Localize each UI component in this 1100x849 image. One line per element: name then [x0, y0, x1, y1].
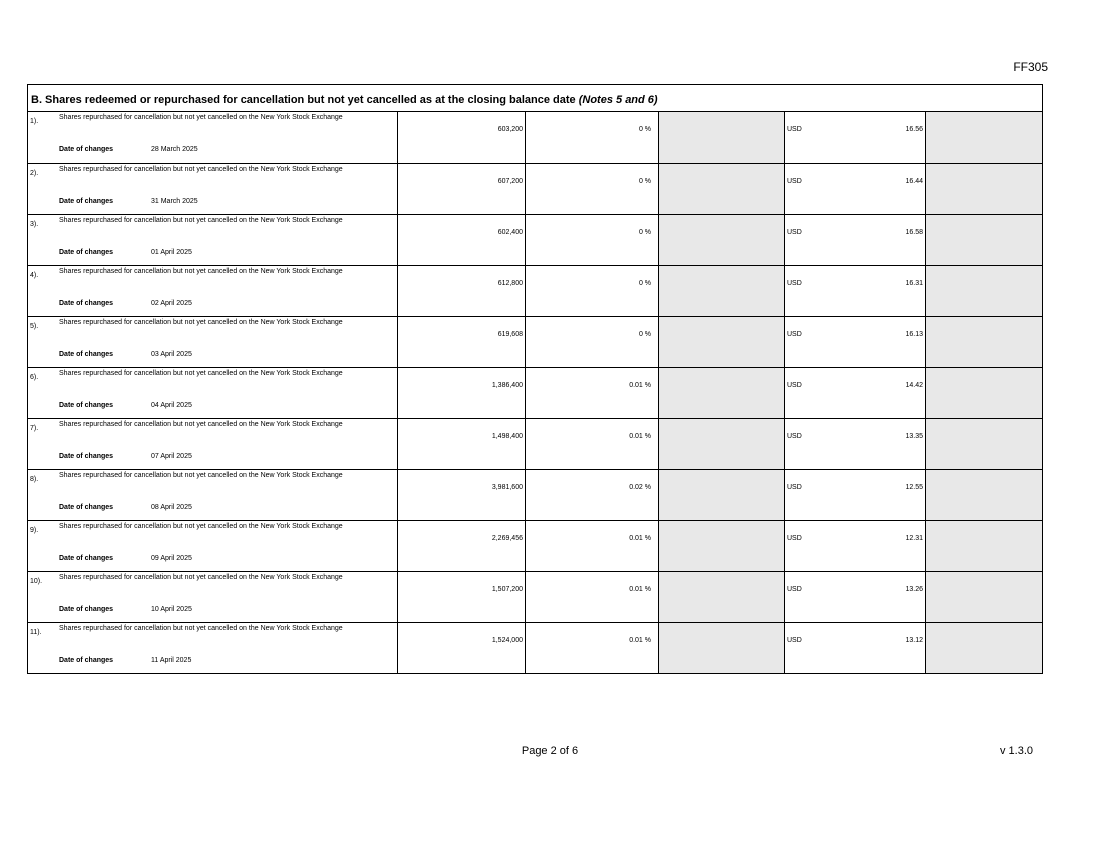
date-of-changes [59, 606, 192, 613]
section-heading-text: B. Shares redeemed or repurchased for cancellation but not yet cancelled as at the closing balance date [31, 94, 576, 106]
shaded-cell [659, 112, 785, 163]
row-description: Shares repurchased for cancellation but not yet cancelled on the New York Stock Exchange [59, 573, 343, 581]
repurchase-table [27, 112, 1043, 674]
form-code: FF305 [1013, 60, 1048, 74]
price-cell [785, 112, 926, 163]
date-of-changes-value: 09 April 2025 [151, 554, 192, 562]
table-row [28, 622, 1043, 673]
price-value: 16.44 [905, 177, 923, 185]
price-cell [785, 367, 926, 418]
shaded-cell-end [926, 520, 1043, 571]
description-cell [28, 163, 398, 214]
shares-cell: 3,981,600 [398, 469, 526, 520]
shaded-cell-end [926, 571, 1043, 622]
price-value: 13.35 [905, 432, 923, 440]
price-cell [785, 316, 926, 367]
shaded-cell-end [926, 469, 1043, 520]
currency: USD [787, 330, 802, 338]
shares-cell: 603,200 [398, 112, 526, 163]
date-of-changes-label: Date of changes [59, 197, 114, 205]
price-cell [785, 265, 926, 316]
table-row [28, 163, 1043, 214]
date-of-changes-value: 04 April 2025 [151, 401, 192, 409]
date-of-changes [59, 300, 192, 307]
date-of-changes-value: 08 April 2025 [151, 503, 192, 511]
shaded-cell-end [926, 418, 1043, 469]
price-value: 14.42 [905, 381, 923, 389]
description-cell [28, 316, 398, 367]
row-number: 9). [30, 526, 39, 534]
table-row [28, 418, 1043, 469]
shares-cell: 1,524,000 [398, 622, 526, 673]
date-of-changes-label: Date of changes [59, 401, 114, 409]
price-cell [785, 571, 926, 622]
version-label: v 1.3.0 [999, 745, 1033, 757]
shaded-cell-end [926, 316, 1043, 367]
description-cell [28, 418, 398, 469]
price-value: 16.13 [905, 330, 923, 338]
row-description: Shares repurchased for cancellation but not yet cancelled on the New York Stock Exchange [59, 114, 343, 121]
table-row [28, 265, 1043, 316]
table-row [28, 316, 1043, 367]
date-of-changes-value: 11 April 2025 [151, 656, 192, 664]
price-value: 12.55 [905, 483, 923, 491]
row-number: 11). [30, 628, 42, 636]
description-cell [28, 622, 398, 673]
date-of-changes-label: Date of changes [59, 248, 114, 256]
shares-cell: 1,386,400 [398, 367, 526, 418]
shaded-cell-end [926, 265, 1043, 316]
row-number: 6). [30, 373, 39, 381]
shaded-cell [659, 571, 785, 622]
shaded-cell [659, 316, 785, 367]
description-cell [28, 520, 398, 571]
shaded-cell [659, 163, 785, 214]
shaded-cell [659, 367, 785, 418]
date-of-changes-value: 10 April 2025 [151, 605, 192, 613]
percent-cell: 0 % [526, 163, 659, 214]
date-of-changes [59, 198, 198, 205]
row-number: 8). [30, 475, 39, 483]
date-of-changes [59, 402, 192, 409]
date-of-changes [59, 555, 192, 562]
shaded-cell [659, 418, 785, 469]
percent-cell: 0 % [526, 112, 659, 163]
table-row [28, 520, 1043, 571]
page-number: Page 2 of 6 [521, 745, 579, 757]
price-cell [785, 163, 926, 214]
description-cell [28, 469, 398, 520]
repurchase-table-body [28, 112, 1043, 673]
table-row [28, 112, 1043, 163]
shares-cell: 1,507,200 [398, 571, 526, 622]
currency: USD [787, 483, 802, 491]
price-value: 12.31 [905, 534, 923, 542]
row-number: 3). [30, 220, 39, 228]
currency: USD [787, 279, 802, 287]
date-of-changes-value: 31 March 2025 [151, 197, 198, 205]
percent-cell: 0.01 % [526, 367, 659, 418]
row-number: 7). [30, 424, 39, 432]
description-cell [28, 214, 398, 265]
currency: USD [787, 228, 802, 236]
row-description: Shares repurchased for cancellation but not yet cancelled on the New York Stock Exchange [59, 624, 343, 632]
currency: USD [787, 126, 802, 133]
date-of-changes-label: Date of changes [59, 452, 114, 460]
percent-cell: 0.01 % [526, 622, 659, 673]
row-number: 5). [30, 322, 39, 330]
description-cell [28, 571, 398, 622]
date-of-changes [59, 504, 192, 511]
price-cell [785, 622, 926, 673]
date-of-changes-value: 01 April 2025 [151, 248, 192, 256]
section-heading [27, 84, 1043, 112]
table-row [28, 571, 1043, 622]
percent-cell: 0 % [526, 316, 659, 367]
percent-cell: 0.02 % [526, 469, 659, 520]
shaded-cell-end [926, 163, 1043, 214]
row-description: Shares repurchased for cancellation but not yet cancelled on the New York Stock Exchange [59, 369, 343, 377]
currency: USD [787, 381, 802, 389]
section-heading-notes: (Notes 5 and 6) [578, 94, 658, 106]
percent-cell: 0.01 % [526, 571, 659, 622]
description-cell [28, 265, 398, 316]
percent-cell: 0 % [526, 214, 659, 265]
shaded-cell-end [926, 112, 1043, 163]
date-of-changes-label: Date of changes [59, 350, 114, 358]
shares-cell: 1,498,400 [398, 418, 526, 469]
date-of-changes-label: Date of changes [59, 656, 114, 664]
currency: USD [787, 432, 802, 440]
row-description: Shares repurchased for cancellation but not yet cancelled on the New York Stock Exchange [59, 267, 343, 275]
description-cell [28, 367, 398, 418]
price-cell [785, 520, 926, 571]
date-of-changes-label: Date of changes [59, 554, 114, 562]
date-of-changes-value: 03 April 2025 [151, 350, 192, 358]
row-description: Shares repurchased for cancellation but not yet cancelled on the New York Stock Exchange [59, 522, 343, 530]
currency: USD [787, 636, 802, 644]
table-row [28, 214, 1043, 265]
shaded-cell-end [926, 367, 1043, 418]
price-value: 16.58 [905, 228, 923, 236]
date-of-changes [59, 453, 192, 460]
currency: USD [787, 585, 802, 593]
date-of-changes-label: Date of changes [59, 605, 114, 613]
percent-cell: 0.01 % [526, 418, 659, 469]
shares-cell: 2,269,456 [398, 520, 526, 571]
row-number: 1). [30, 118, 39, 125]
shares-cell: 607,200 [398, 163, 526, 214]
price-cell [785, 469, 926, 520]
date-of-changes-value: 02 April 2025 [151, 299, 192, 307]
date-of-changes-label: Date of changes [59, 299, 114, 307]
table-row [28, 367, 1043, 418]
date-of-changes [59, 249, 192, 256]
section-b-sheet [27, 84, 1043, 674]
shaded-cell [659, 469, 785, 520]
table-row [28, 469, 1043, 520]
price-value: 16.56 [905, 126, 923, 133]
date-of-changes [59, 657, 191, 664]
date-of-changes-value: 28 March 2025 [151, 146, 198, 153]
currency: USD [787, 177, 802, 185]
shares-cell: 612,800 [398, 265, 526, 316]
shaded-cell [659, 265, 785, 316]
date-of-changes-value: 07 April 2025 [151, 452, 192, 460]
percent-cell: 0.01 % [526, 520, 659, 571]
price-cell [785, 214, 926, 265]
shaded-cell-end [926, 214, 1043, 265]
percent-cell: 0 % [526, 265, 659, 316]
price-value: 16.31 [905, 279, 923, 287]
shaded-cell [659, 214, 785, 265]
row-number: 10). [30, 577, 43, 585]
price-cell [785, 418, 926, 469]
row-number: 4). [30, 271, 39, 279]
shaded-cell [659, 622, 785, 673]
price-value: 13.26 [905, 585, 923, 593]
date-of-changes-label: Date of changes [59, 503, 114, 511]
currency: USD [787, 534, 802, 542]
shaded-cell [659, 520, 785, 571]
description-cell [28, 112, 398, 163]
shares-cell: 602,400 [398, 214, 526, 265]
row-description: Shares repurchased for cancellation but not yet cancelled on the New York Stock Exchange [59, 471, 343, 479]
row-description: Shares repurchased for cancellation but not yet cancelled on the New York Stock Exchange [59, 165, 343, 173]
date-of-changes [59, 146, 198, 153]
date-of-changes [59, 351, 192, 358]
row-description: Shares repurchased for cancellation but not yet cancelled on the New York Stock Exchange [59, 216, 343, 224]
date-of-changes-label: Date of changes [59, 146, 114, 153]
shaded-cell-end [926, 622, 1043, 673]
row-description: Shares repurchased for cancellation but not yet cancelled on the New York Stock Exchange [59, 420, 343, 428]
row-description: Shares repurchased for cancellation but not yet cancelled on the New York Stock Exchange [59, 318, 343, 326]
row-number: 2). [30, 169, 39, 177]
shares-cell: 619,608 [398, 316, 526, 367]
price-value: 13.12 [905, 636, 923, 644]
